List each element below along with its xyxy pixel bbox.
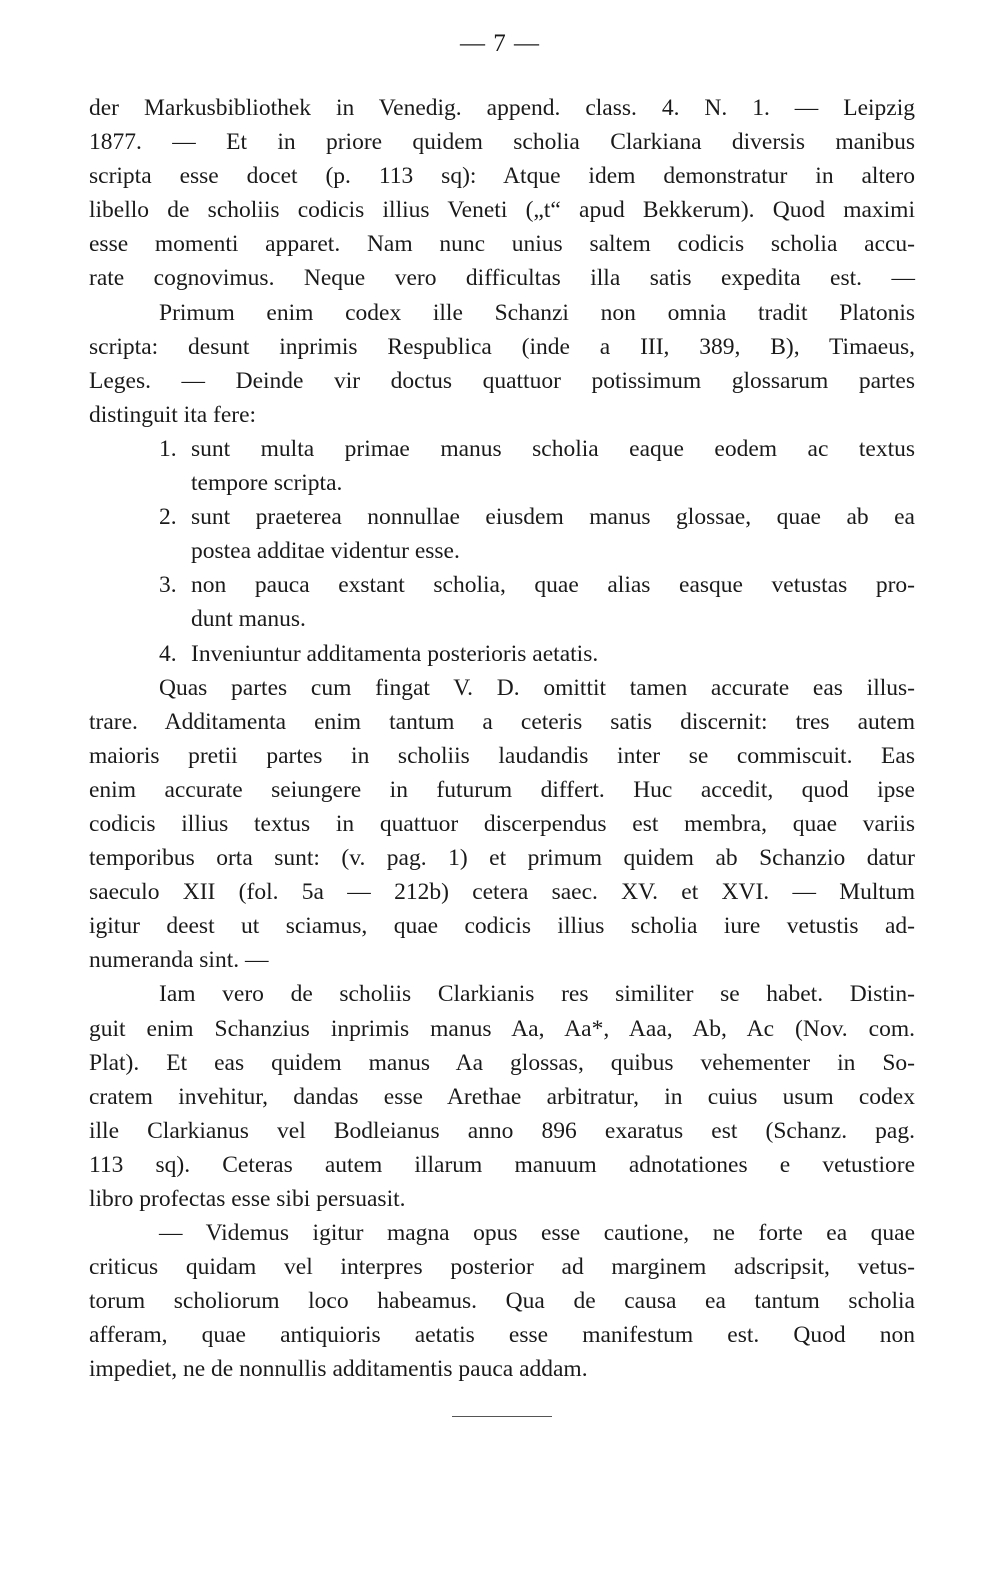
text-line: enim accurate seiungere in futurum differt. Huc accedit, quod ipse [89, 776, 915, 803]
list-item-number: 3. [159, 572, 177, 599]
text-line: numeranda sint. — [89, 947, 269, 974]
text-line: libro profectas esse sibi persuasit. [89, 1186, 406, 1212]
text-line: Plat). Et eas quidem manus Aa glossas, quibus vehementer in So- [89, 1049, 915, 1076]
footer-rule [452, 1416, 552, 1417]
text-line: cratem invehitur, dandas esse Arethae arbitratur, in cuius usum codex [89, 1083, 915, 1110]
list-item-number: 2. [159, 504, 177, 531]
text-line: afferam, quae antiquioris aetatis esse manifestum est. Quod non [89, 1322, 915, 1349]
text-line: igitur deest ut sciamus, quae codicis illius scholia iure vetustis ad- [89, 913, 915, 940]
text-line: maioris pretii partes in scholiis laudandis inter se commiscuit. Eas [89, 742, 915, 769]
list-item-line: tempore scripta. [191, 470, 343, 497]
list-item [89, 500, 915, 568]
text-line: — Videmus igitur magna opus esse cautione, ne forte ea quae [159, 1220, 915, 1247]
list-item-number: 4. [159, 640, 177, 667]
text-line: libello de scholiis codicis illius Veneti („t“ apud Bekkerum). Quod maximi [89, 197, 915, 224]
text-line: Quas partes cum fingat V. D. omittit tamen accurate eas illus- [159, 674, 915, 701]
paragraph-1 [89, 91, 915, 432]
page-number: — 7 — [460, 30, 540, 57]
text-line: scripta: desunt inprimis Respublica (inde a III, 389, B), Timaeus, [89, 333, 915, 360]
numbered-list [89, 432, 915, 671]
text-line: guit enim Schanzius inprimis manus Aa, Aa*, Aaa, Ab, Ac (Nov. com. [89, 1015, 915, 1042]
text-line: distinguit ita fere: [89, 401, 257, 428]
list-item-line: Inveniuntur additamenta posterioris aetatis. [191, 640, 599, 667]
text-line: 113 sq). Ceteras autem illarum manuum adnotationes e vetustiore [89, 1151, 915, 1178]
text-line: ille Clarkianus vel Bodleianus anno 896 exaratus est (Schanz. pag. [89, 1117, 915, 1144]
list-item-line: dunt manus. [191, 606, 306, 633]
list-item-number: 1. [159, 435, 177, 462]
paragraph-3 [89, 977, 915, 1216]
list-item-line: postea additae videntur esse. [191, 538, 460, 565]
list-item [89, 432, 915, 500]
paragraph-4 [89, 1216, 915, 1386]
text-line: Leges. — Deinde vir doctus quattuor potissimum glossarum partes [89, 367, 915, 394]
paragraph-2 [89, 671, 915, 978]
list-item-line: sunt multa primae manus scholia eaque eodem ac textus [191, 435, 915, 462]
list-item-line: non pauca exstant scholia, quae alias easque vetustas pro- [191, 572, 915, 599]
text-line: criticus quidam vel interpres posterior ad marginem adscripsit, vetus- [89, 1254, 915, 1281]
text-line: scripta esse docet (p. 113 sq): Atque idem demonstratur in altero [89, 163, 915, 190]
text-line: 1877. — Et in priore quidem scholia Clarkiana diversis manibus [89, 129, 915, 156]
text-line: codicis illius textus in quattuor discerpendus est membra, quae variis [89, 810, 915, 837]
text-line: esse momenti apparet. Nam nunc unius saltem codicis scholia accu- [89, 231, 915, 258]
page-body [89, 91, 915, 1387]
text-line: Iam vero de scholiis Clarkianis res similiter se habet. Distin- [159, 981, 915, 1008]
text-line: temporibus orta sunt: (v. pag. 1) et primum quidem ab Schanzio datur [89, 845, 915, 872]
list-item [89, 568, 915, 636]
text-line: torum scholiorum loco habeamus. Qua de causa ea tantum scholia [89, 1288, 915, 1315]
text-line: saeculo XII (fol. 5a — 212b) cetera saec. XV. et XVI. — Multum [89, 879, 915, 906]
text-line: impediet, ne de nonnullis additamentis pauca addam. [89, 1356, 588, 1383]
text-line: Primum enim codex ille Schanzi non omnia tradit Platonis [159, 299, 915, 326]
text-line: trare. Additamenta enim tantum a ceteris satis discernit: tres autem [89, 708, 915, 735]
text-line: rate cognovimus. Neque vero difficultas illa satis expedita est. — [89, 265, 915, 292]
list-item-line: sunt praeterea nonnullae eiusdem manus glossae, quae ab ea [191, 504, 915, 531]
list-item [89, 637, 915, 671]
text-line: der Markusbibliothek in Venedig. append. class. 4. N. 1. — Leipzig [89, 95, 915, 121]
